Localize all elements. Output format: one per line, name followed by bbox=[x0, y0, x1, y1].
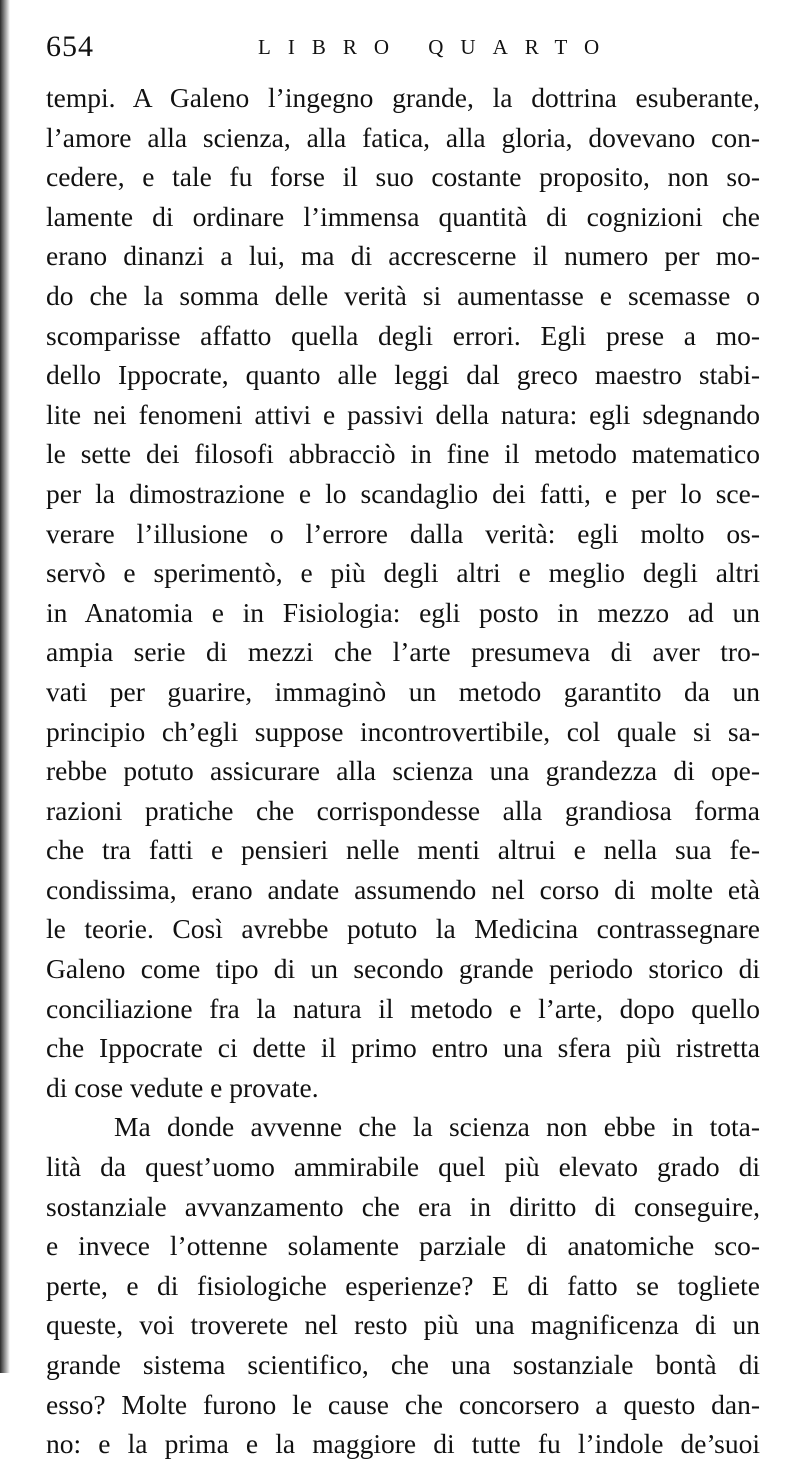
text-line: cedere, e tale fu forse il suo costante proposito, non so- bbox=[46, 161, 760, 193]
page-number: 654 bbox=[46, 30, 94, 63]
running-header bbox=[46, 30, 766, 66]
text-line: sostanziale avvanzamento che era in diritto di conseguire, bbox=[46, 1190, 760, 1222]
text-line: Ma donde avvenne che la scienza non ebbe in tota- bbox=[114, 1111, 760, 1143]
text-line: dello Ippocrate, quanto alle leggi dal greco maestro stabi- bbox=[46, 359, 760, 391]
paragraph bbox=[46, 1107, 760, 1463]
text-line: erano dinanzi a lui, ma di accrescerne il numero per mo- bbox=[46, 240, 760, 272]
text-line: tempi. A Galeno l’ingegno grande, la dottrina esuberante, bbox=[46, 82, 760, 113]
text-line: le sette dei filosofi abbracciò in fine il metodo matematico bbox=[46, 438, 760, 470]
text-line: servò e sperimentò, e più degli altri e meglio degli altri bbox=[46, 557, 760, 589]
text-line: per la dimostrazione e lo scandaglio dei fatti, e per lo sce- bbox=[46, 477, 760, 509]
page-edge-shadow bbox=[0, 0, 10, 1373]
text-line: lità da quest’uomo ammirabile quel più elevato grado di bbox=[46, 1151, 760, 1183]
paragraph bbox=[46, 78, 760, 1107]
text-line: esso? Molte furono le cause che concorsero a questo dan- bbox=[46, 1388, 760, 1420]
text-line: scomparisse affatto quella degli errori. Egli prese a mo- bbox=[46, 319, 760, 351]
text-line: grande sistema scientifico, che una sostanziale bontà di bbox=[46, 1349, 760, 1380]
text-line: no: e la prima e la maggiore di tutte fu l’indole de’suoi bbox=[46, 1428, 760, 1460]
text-line: di cose vedute e provate. bbox=[46, 1071, 319, 1103]
text-line: ampia serie di mezzi che l’arte presumeva di aver tro- bbox=[46, 636, 760, 668]
text-line: perte, e di fisiologiche esperienze? E di fatto se togliete bbox=[46, 1269, 760, 1301]
text-line: vati per guarire, immaginò un metodo garantito da un bbox=[46, 675, 760, 707]
text-line: verare l’illusione o l’errore dalla verità: egli molto os- bbox=[46, 517, 760, 549]
text-line: le teorie. Così avrebbe potuto la Medicina contrassegnare bbox=[46, 913, 760, 945]
text-line: queste, voi troverete nel resto più una magnificenza di un bbox=[46, 1309, 760, 1341]
running-title: LIBRO QUARTO bbox=[258, 35, 617, 59]
text-line: principio ch’egli suppose incontrovertibile, col quale si sa- bbox=[46, 715, 760, 747]
text-line: che tra fatti e pensieri nelle menti altrui e nella sua fe- bbox=[46, 834, 760, 866]
body-text bbox=[46, 78, 760, 1464]
text-line: e invece l’ottenne solamente parziale di anatomiche sco- bbox=[46, 1230, 760, 1262]
text-line: razioni pratiche che corrispondesse alla grandiosa forma bbox=[46, 794, 760, 826]
text-line: l’amore alla scienza, alla fatica, alla gloria, dovevano con- bbox=[46, 121, 760, 153]
text-line: do che la somma delle verità si aumentasse e scemasse o bbox=[46, 279, 760, 311]
text-line: in Anatomia e in Fisiologia: egli posto in mezzo ad un bbox=[46, 596, 760, 628]
text-line: che Ippocrate ci dette il primo entro una sfera più ristretta bbox=[46, 1032, 760, 1064]
text-line: Galeno come tipo di un secondo grande periodo storico di bbox=[46, 953, 760, 985]
text-line: rebbe potuto assicurare alla scienza una grandezza di ope- bbox=[46, 755, 760, 787]
text-line: lite nei fenomeni attivi e passivi della natura: egli sdegnando bbox=[46, 398, 760, 430]
text-line: lamente di ordinare l’immensa quantità di cognizioni che bbox=[46, 200, 760, 232]
text-line: conciliazione fra la natura il metodo e l’arte, dopo quello bbox=[46, 992, 760, 1024]
text-line: condissima, erano andate assumendo nel corso di molte età bbox=[46, 873, 760, 905]
